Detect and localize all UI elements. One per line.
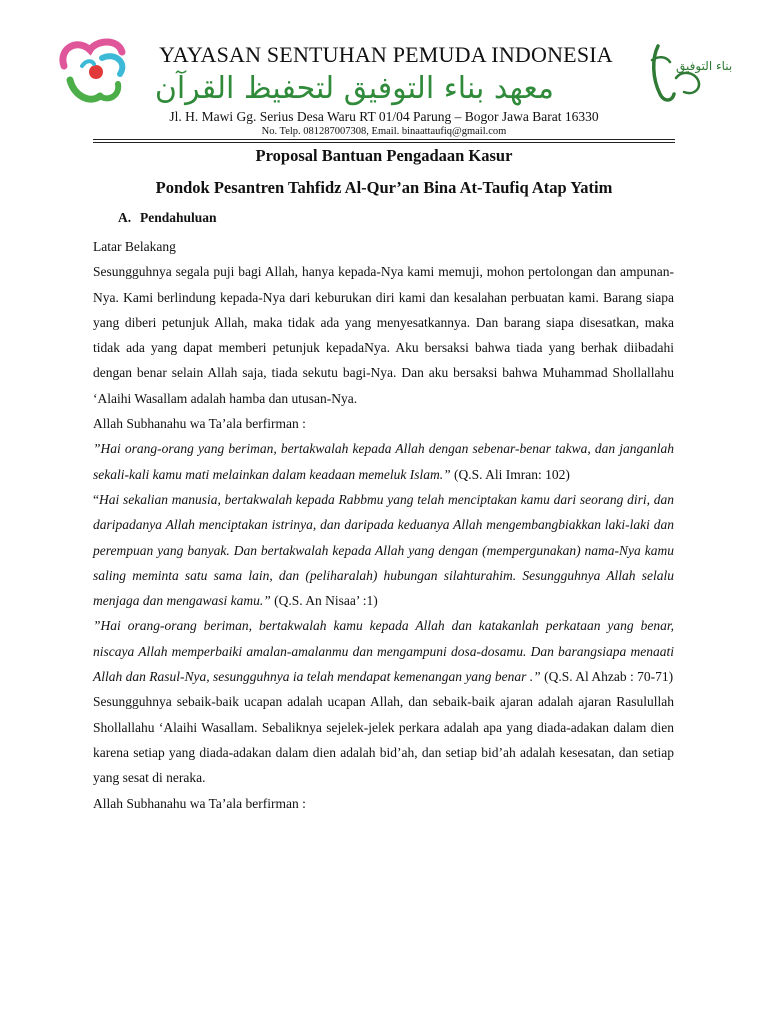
- quote-ali-imran: [93, 436, 674, 487]
- header-divider-thin: [93, 142, 675, 143]
- quote-text: ”Hai orang-orang yang beriman, bertakwalah kepada Allah dengan sebenar-benar takwa, dan janganlah sekali-kali kamu mati melainkan dalam keadaan memeluk Islam.”: [93, 441, 674, 482]
- closing-paragraph: Sesungguhnya sebaik-baik ucapan adalah ucapan Allah, dan sebaik-baik ajaran adalah ajaran Rasulullah Shollallahu ‘Alaihi Wasallam. Sebaliknya sejelek-jelek perkara adalah apa yang diada-adakan dalam dien karena setiap yang diada-adakan dalam dien adalah bid’ah, dan setiap bid’ah adalah kesesatan, dan setiap yang sesat di neraka.: [93, 694, 674, 786]
- section-title: Pendahuluan: [140, 210, 217, 225]
- quote-reference: (Q.S. An Nisaa’ :1): [270, 593, 378, 609]
- firman-line-2: Allah Subhanahu wa Ta’ala berfirman :: [93, 795, 306, 811]
- organization-name: YAYASAN SENTUHAN PEMUDA INDONESIA: [159, 42, 613, 67]
- calligraphy-logo-icon: [632, 38, 733, 110]
- section-number: A.: [118, 210, 132, 225]
- foundation-logo-icon: [56, 36, 134, 110]
- quote-text: ”Hai orang-orang beriman, bertakwalah kamu kepada Allah dan katakanlah perkataan yang benar, niscaya Allah memperbaiki amalan-amalanmu dan mengampuni dosa-dosamu. Dan barangsiapa menaati Allah dan Rasul-Nya, sesungguhnya ia telah mendapat kemenangan yang benar .”: [93, 618, 674, 685]
- address-line: Jl. H. Mawi Gg. Serius Desa Waru RT 01/04 Parung – Bogor Jawa Barat 16330: [169, 109, 599, 124]
- document-body: [93, 234, 674, 816]
- quote-reference: (Q.S. Al Ahzab : 70-71): [540, 669, 674, 685]
- arabic-institution-name: معهد بناء التوفيق لتحفيظ القرآن: [154, 71, 554, 106]
- subheading: Latar Belakang: [93, 239, 176, 254]
- contact-line: No. Telp. 081287007308, Email. binaattaufiq@gmail.com: [261, 126, 507, 137]
- proposal-subtitle: Pondok Pesantren Tahfidz Al-Qur’an Bina At-Taufiq Atap Yatim: [155, 178, 613, 197]
- quote-an-nisaa: [93, 487, 674, 613]
- quote-al-ahzab: [93, 613, 674, 689]
- section-heading: [118, 210, 217, 226]
- calligraphy-logo-text: بناء التوفيق: [676, 59, 733, 73]
- firman-line: Allah Subhanahu wa Ta’ala berfirman :: [93, 416, 306, 432]
- quote-text: Hai sekalian manusia, bertakwalah kepada Rabbmu yang telah menciptakan kamu dari seorang diri, dan daripadanya Allah menciptakan istrinya, dan daripada keduanya Allah mengembangbiakkan laki-laki dan perempuan yang banyak. Dan bertakwalah kepada Allah yang dengan (mempergunakan) nama-Nya kamu saling meminta satu sama lain, dan (peliharalah) hubungan silahturahim. Sesungguhnya Allah selalu menjaga dan mengawasi kamu.”: [93, 491, 674, 609]
- quote-open-mark: “: [93, 491, 99, 507]
- header-divider: [93, 139, 675, 140]
- intro-paragraph: Sesungguhnya segala puji bagi Allah, hanya kepada-Nya kami memuji, mohon pertolongan dan ampunan-Nya. Kami berlindung kepada-Nya dari keburukan diri kami dan kesalahan perbuatan kami. Barang siapa yang diberi petunjuk Allah, maka tidak ada yang menyesatkannya. Dan barang siapa disesatkan, maka tidak ada yang dapat memberi petunjuk kepadaNya. Aku bersaksi bahwa tiada yang berhak diibadahi dengan benar selain Allah saja, tiada sekutu bagi-Nya. Dan aku bersaksi bahwa Muhammad Shollallahu ‘Alaihi Wasallam adalah hamba dan utusan-Nya.: [93, 264, 674, 406]
- proposal-title: Proposal Bantuan Pengadaan Kasur: [255, 146, 513, 165]
- quote-reference: (Q.S. Ali Imran: 102): [450, 466, 570, 482]
